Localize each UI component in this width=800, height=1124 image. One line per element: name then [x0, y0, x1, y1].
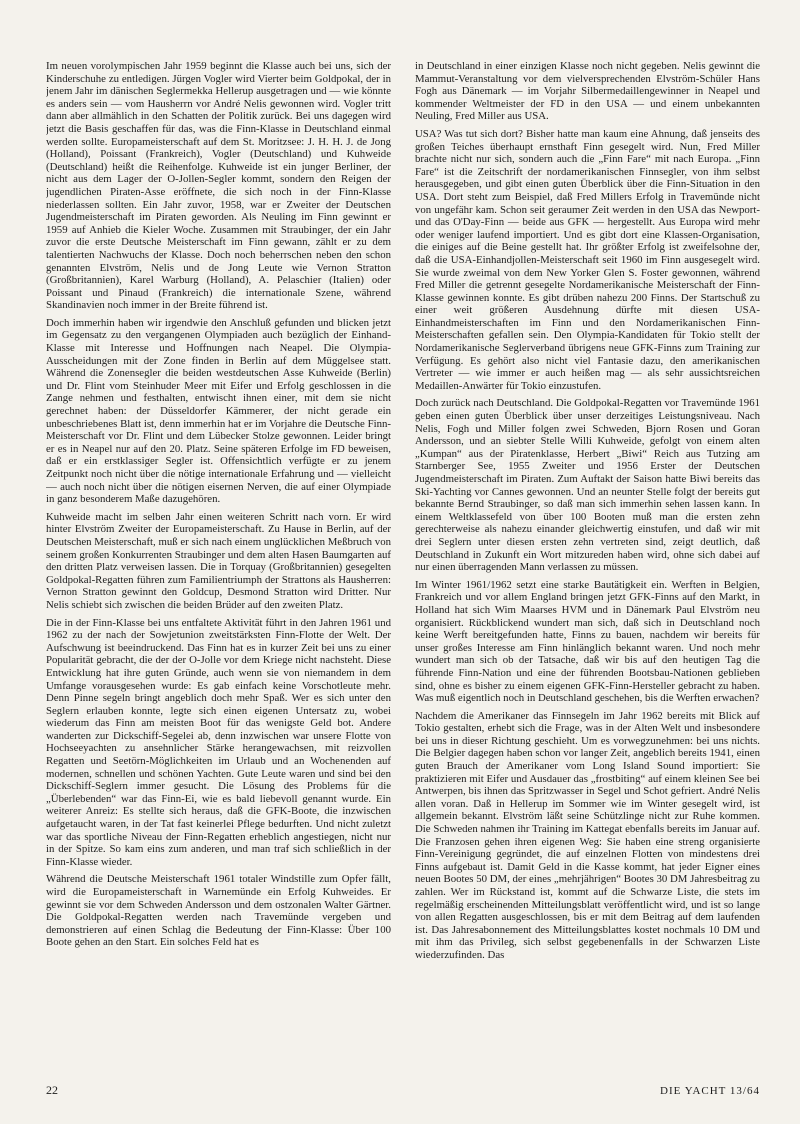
paragraph: Im Winter 1961/1962 setzt eine starke Bautätigkeit ein. Werften in Belgien, Frankreich und vor allem England bringen jetzt GFK-Finns auf den Markt, in Holland hat sich Wim Maarses HVM und in Dänemark Paul Elvström neu organisiert. Rückblickend wundert man sich, daß sich in Deutschland noch keine Werft bereitgefunden hatte, Finns zu bauen, nachdem wir bereits für unser großes Interesse am Finn hinlänglich bekannt waren. Und noch mehr wundert man sich ob der Tatsache, daß wir bis auf den heutigen Tag die führende Finn-Nation und eine der führenden Bootsbau-Nationen geblieben sind, ohne es bisher zu einem eigenen GFK-Finn-Hersteller gebracht zu haben. Was muß eigentlich noch in Deutschland geschehen, bis die Werften erwachen?	[415, 578, 760, 705]
paragraph: Während die Deutsche Meisterschaft 1961 totaler Windstille zum Opfer fällt, wird die Europameisterschaft in Warnemünde ein Erfolg Kuhweides. Er gewinnt sie vor dem Schweden Andersson und dem ostzonalen Walter Gärtner. Die Goldpokal-Regatten werden nach Travemünde vergeben und demonstrieren auf einen Schlag die Bedeutung der Finn-Klasse: Über 100 Boote gehen an den Start. Ein solches Feld hat es	[46, 873, 391, 949]
paragraph: USA? Was tut sich dort? Bisher hatte man kaum eine Ahnung, daß jenseits des großen Teiches überhaupt ernsthaft Finn gesegelt wird. Nun, Fred Miller brachte nicht nur sich, sondern auch die „Finn Fare“ mit nach Europa. „Finn Fare“ ist die Zeitschrift der nordamerikanischen Finnsegler, von ihm selbst herausgegeben, und gibt einen guten Überblick über die Finn-Situation in den USA. Dort steht zum Beispiel, daß Fred Millers Erfolg in Travemünde nicht von ungefähr kam. Schon seit geraumer Zeit werden in den USA das Newport- und das O'Day-Finn — beide aus GFK — hergestellt. Aus Europa wird mehr oder weniger laufend importiert. Und es gibt dort eine Klassen-Organisation, die einiges auf die Beine gestellt hat. Ihr größter Erfolg ist zweifelsohne der, daß die USA-Einhandjollen-Meisterschaft seit 1960 im Finn ausgesegelt wird. Sie wurde zweimal von dem New Yorker Glen S. Foster gewonnen, während Fred Miller die getrennt gesegelte Nordamerikanische Meisterschaft der Finn-Klasse gewinnen konnte. Es gibt drüben nahezu 200 Finns. Der Startschuß zu einer weit größeren Ausdehnung dürfte mit diesen USA-Einhandmeisterschaften im Finn und den Nordamerikanischen Finn-Meisterschaften gefallen sein. Den Olympia-Kandidaten für Tokio stellt der Nordamerikanische Seglerverband übrigens neue GFK-Finns zum Training zur Verfügung. Es gehört also nicht viel Fantasie dazu, den amerikanischen Vertreter — wie immer er auch heißen mag — als sehr aussichtsreichen Medaillen-Anwärter für Tokio einzustufen.	[415, 127, 760, 392]
magazine-issue: DIE YACHT 13/64	[660, 1085, 760, 1097]
page-number: 22	[46, 1083, 58, 1097]
paragraph: Kuhweide macht im selben Jahr einen weiteren Schritt nach vorn. Er wird hinter Elvström Zweiter der Europameisterschaft. Zu Hause in Berlin, auf der Deutschen Meisterschaft, muß er sich nach einem unglücklichen Meßbruch von seinem großen Konkurrenten Straubinger und dem alten Hasen Baumgarten auf den dritten Platz verweisen lassen. Die in Torquay (Großbritannien) gesegelten Goldpokal-Regatten führen zum Familientriumph der Strattons als Hausherren: Vernon Stratton gewinnt den Goldcup, Desmond Stratton wird Dritter. Nur Nelis schiebt sich zwischen die beiden Brüder auf den zweiten Platz.	[46, 510, 391, 611]
page-footer	[46, 1083, 760, 1098]
paragraph: Doch zurück nach Deutschland. Die Goldpokal-Regatten vor Travemünde 1961 geben einen guten Überblick über unser derzeitiges Leistungsniveau. Nach Nelis, Fogh und Miller folgen zwei Schweden, Bjorn Rosen und Goran Andersson, und an siebter Stelle Willi Kuhweide, gefolgt von einem alten „Kumpan“ aus der Piratenklasse, Herbert „Biwi“ Reich aus Tutzing am Starnberger See, 1955 Zweiter und 1956 Erster der Deutschen Jugendmeisterschaft im Piraten. Zum Auftakt der Saison hatte Biwi bereits das Ski-Yachting vor Cannes gewonnen. Und an neunter Stelle folgt der bereits gut bekannte Bernd Straubinger, so daß man sich immerhin sehen lassen kann. In einem Weltklassefeld von über 100 Booten muß man die ersten zehn gerechterweise als nahezu einander gleichwertig einstufen, und daß wir mit drei Seglern unter diesen ersten zehn vertreten sind, zeigt deutlich, daß Deutschland in Zukunft ein Wort mitzureden haben wird, ohne sich dabei auf nur einen überragenden Mann verlassen zu müssen.	[415, 397, 760, 574]
right-column	[415, 60, 760, 1072]
article-page	[46, 60, 760, 1080]
paragraph: in Deutschland in einer einzigen Klasse noch nicht gegeben. Nelis gewinnt die Mammut-Veranstaltung vor dem vielversprechenden Elvström-Schüler Hans Fogh aus Dänemark — im Vorjahr Silbermedaillengewinner in Neapel und kommender Weltmeister der FD in den USA — und einem unbekannten Neuling, Fred Miller aus USA.	[415, 60, 760, 123]
article-columns	[46, 60, 760, 1072]
paragraph: Doch immerhin haben wir irgendwie den Anschluß gefunden und blicken jetzt im Gegensatz zu den vergangenen Olympiaden auch bezüglich der Einhand-Klasse mit Interesse und Hoffnungen nach Neapel. Die Olympia-Ausscheidungen mit der Zone finden in Berlin auf dem Müggelsee statt. Während die Zonensegler die beiden westdeutschen Asse Kuhweide (Berlin) und Dr. Flint vom Steinhuder Meer mit Eifer und Erfolg geschlossen in die Zange nehmen und festhalten, entwischt ihnen einer, mit dem sie nicht gerechnet haben: der Düsseldorfer Kämmerer, der nicht gerade ein unbeschriebenes Blatt ist, denn immerhin hat er im Vorjahre die Deutsche Finn-Meisterschaft vor Dr. Flint und dem Lübecker Stolze gewonnen. Leider bringt er es in Neapel nur auf den 20. Platz. Seine späteren Erfolge im FD beweisen, daß er ein erstklassiger Segler ist. Offensichtlich verfügte er zu jenem Zeitpunkt noch nicht über die nötige internationale Erfahrung und — vielleicht — auch noch nicht über die nötigen eisernen Nerven, die auf einer Olympiade in ganz besonderem Maße dazugehören.	[46, 316, 391, 506]
paragraph: Nachdem die Amerikaner das Finnsegeln im Jahr 1962 bereits mit Blick auf Tokio gestalten, erhebt sich die Frage, was in der Alten Welt und insbesondere bei uns in dieser Richtung geschieht. Um es vorwegzunehmen: bei uns nichts. Die Belgier dagegen haben schon vor langer Zeit, angeblich bereits 1941, einen guten Brauch der Amerikaner vom Long Island Sound importiert: Sie praktizieren mit Eifer und Ausdauer das „frostbiting“ auf einem kleinen See bei Antwerpen, bis ihnen das Spritzwasser in Segel und Schot gefriert. André Nelis allen voran. Daß in Hellerup im Sommer wie im Winter gesegelt wird, ist allgemein bekannt. Elvström läßt seine Schützlinge nicht zur Ruhe kommen. Die Schweden nahmen ihr Training im Kattegat ebenfalls bereits im Januar auf. Die Franzosen gehen ihren eigenen Weg: Sie haben eine streng organisierte Finn-Vereinigung gegründet, die auf einzelnen Flotten von mindestens drei Finns aufgebaut ist. Damit Geld in die Kasse kommt, hat jeder Eigner eines neuen Bootes 50 DM, der eines „mehrjährigen“ Bootes 30 DM Jahresbeitrag zu zahlen. Wer im Rückstand ist, kommt auf die Schwarze Liste, die stets im regelmäßig erscheinenden Mitteilungsblatt veröffentlicht wird, und ist so lange von allen Regatten ausgeschlossen, bis er mit dem Beitrag auf dem laufenden ist. Das Jahresabonnement des Mitteilungsblattes kostet nochmals 10 DM und mit ihm das Privileg, sich selbst gegebenenfalls in der Schwarzen Liste wiederzufinden. Das	[415, 709, 760, 961]
paragraph: Die in der Finn-Klasse bei uns entfaltete Aktivität führt in den Jahren 1961 und 1962 zu der nach der Sowjetunion zweitstärksten Finn-Flotte der Welt. Der Aufschwung ist beeindruckend. Das Finn hat es in kurzer Zeit bei uns zu einer Popularität gebracht, die der der O-Jolle vor dem Kriege nicht nachsteht. Diese Entwicklung hat ihre guten Gründe, auch wenn sie von niemandem in dem Umfange vorausgesehen wurde: Es gab einfach keine Vorschotleute mehr. Denn Pinne segeln bringt angeblich doch mehr Spaß. Wer es sich unter den Seglern erlauben konnte, legte sich einen eigenen Untersatz zu, wobei wiederum das Finn am meisten Boot für das wenigste Geld bot. Andere wanderten zur Dickschiff-Segelei ab, denn inzwischen war unsere Flotte von Hochseeyachten zu ansehnlicher Stärke herangewachsen, mit reizvollen Regatten und Seetörn-Möglichkeiten im Urlaub und an Wochenenden auf modernen, schnellen und schönen Yachten. Gute Leute waren und sind bei den Dickschiff-Seglern immer gesucht. Die Lösung des Problems für die „Überlebenden“ war das Finn-Ei, wie es bald liebevoll genannt wurde. Ein weiterer Anreiz: Es stellte sich heraus, daß die GFK-Boote, die inzwischen aufgetaucht waren, in der Tat fast keinerlei Pflege bedurften. Und nicht zuletzt war das sportliche Niveau der Finn-Regatten erheblich angestiegen, nicht nur in der Spitze. So kam eins zum anderen, und man traf sich schließlich in der Finn-Klasse wieder.	[46, 616, 391, 868]
left-column	[46, 60, 391, 1072]
paragraph: Im neuen vorolympischen Jahr 1959 beginnt die Klasse auch bei uns, sich der Kinderschuhe zu entledigen. Jürgen Vogler wird Vierter beim Goldpokal, der in jenem Jahr im dänischen Seglermekka Hellerup ausgetragen und — wie könnte es anders sein — vom Hausherrn vor André Nelis gewonnen wird. Vogler tritt dann aber allmählich in den Schatten der Politik zurück. Bei uns dagegen wird jetzt die Basis geschaffen für das, was die Finn-Klasse in Deutschland einmal werden sollte. Europameisterschaft auf dem St. Moritzsee: J. H. H. J. de Jong (Holland), Poissant (Frankreich), Vogler (Deutschland) und Kuhweide (Deutschland) heißt die Reihenfolge. Kuhweide ist ein junger Berliner, der nicht aus dem Lager der O-Jollen-Segler kommt, sondern den Reigen der jugendlichen Piraten-Asse eröffnete, die sich noch in der Finn-Klasse niederlassen sollten. Ein Jahr zuvor, 1958, war er Zweiter der Deutschen Jugendmeisterschaft im Piraten geworden. Als Neuling im Finn gewinnt er 1959 auf Anhieb die Kieler Woche. Zusammen mit Straubinger, der ein Jahr zuvor die erste Deutsche Meisterschaft im Finn gewann, zählt er zu dem talentierten Nachwuchs der Klasse. Doch noch beherrschen neben den schon genannten Elvström, Nelis und de Jong Leute wie Vernon Stratton (Großbritannien), Karel Warburg (Holland), A. Pelaschier (Italien) oder Poissant und Pinaud (Frankreich) die internationale Szene, während Skandinavien noch immer in der Breite führend ist.	[46, 60, 391, 312]
